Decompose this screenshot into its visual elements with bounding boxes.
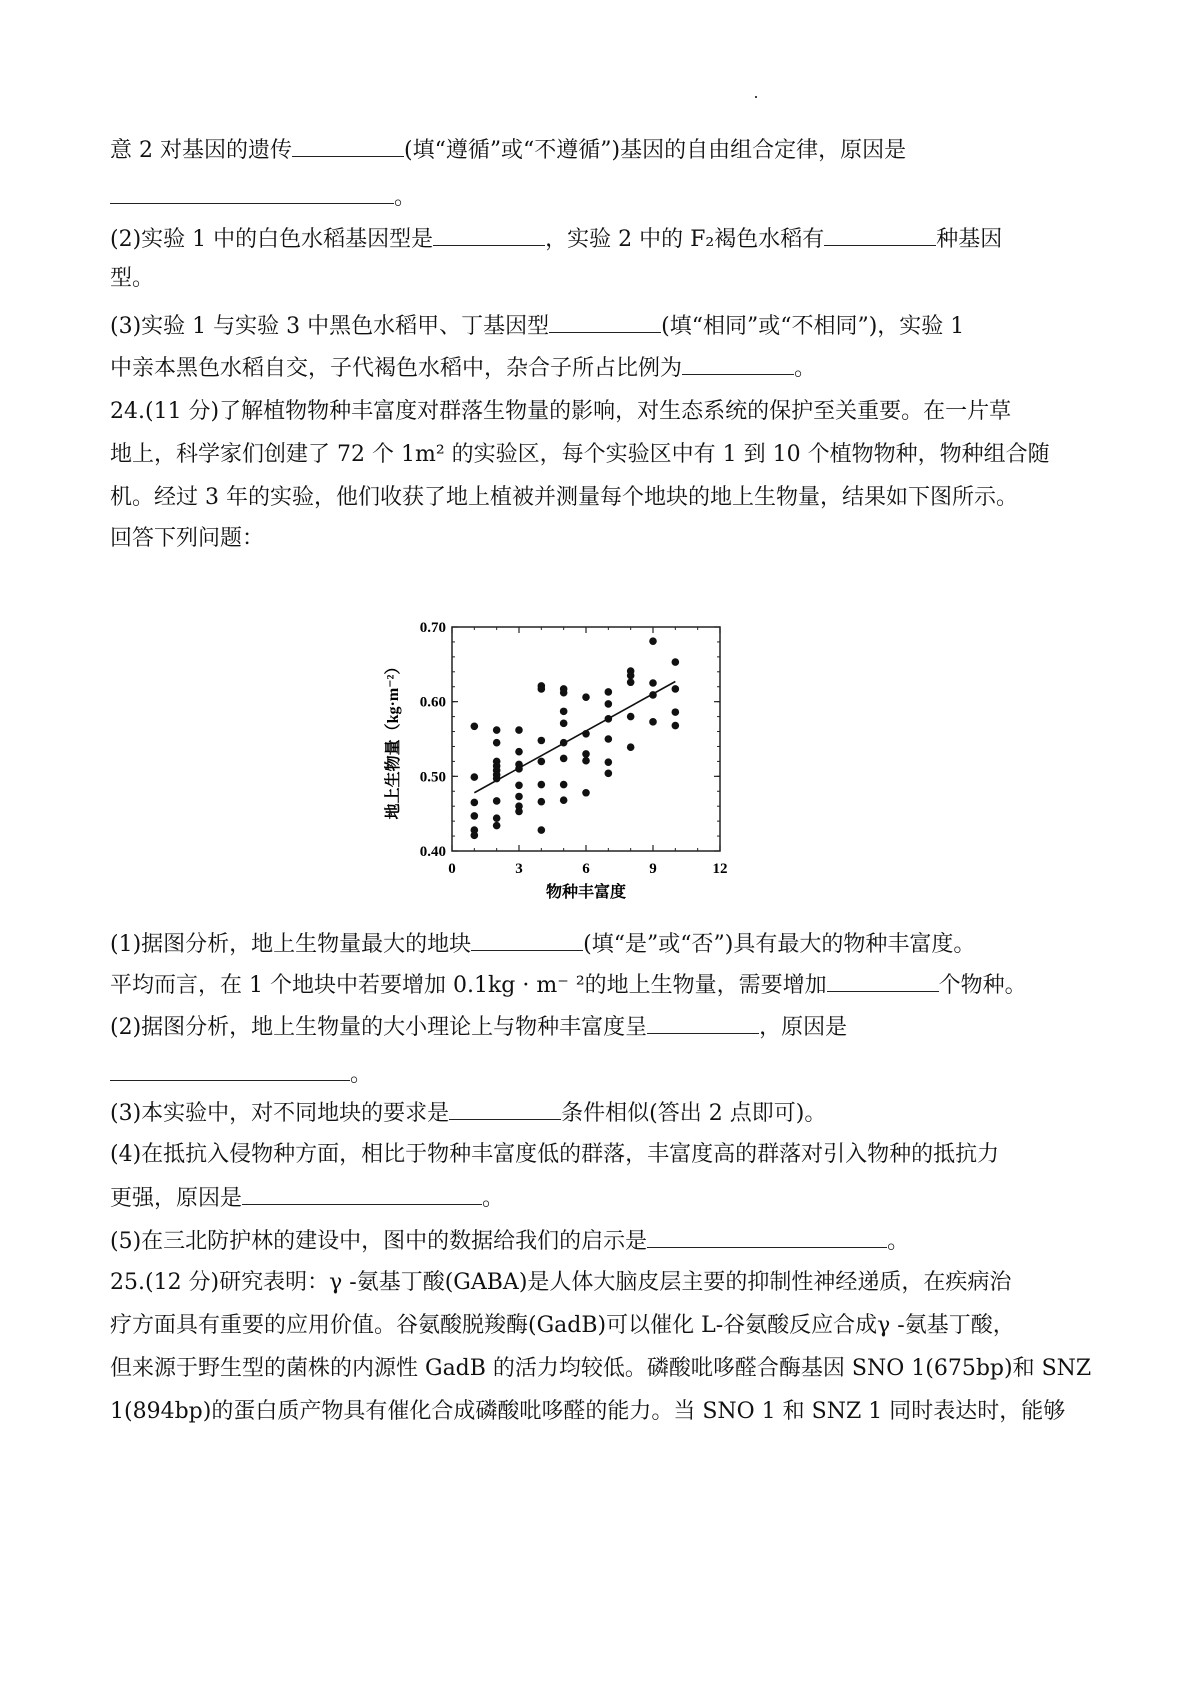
data-point	[493, 797, 501, 805]
data-point	[582, 789, 590, 797]
y-axis-label: 地上生物量（kg·m⁻²）	[385, 658, 402, 820]
answer-blank[interactable]	[647, 1225, 887, 1248]
x-tick-label: 3	[515, 861, 523, 877]
q25-line-4: 1(894bp)的蛋白质产物具有催化合成磷酸吡哆醛的能力。当 SNO 1 和 SNZ 1 同时表达时，能够	[110, 1399, 1066, 1424]
data-point	[538, 798, 546, 806]
q24-intro-2: 地上，科学家们创建了 72 个 1m² 的实验区，每个实验区中有 1 到 10 个植物物种，物种组合随	[110, 442, 1050, 467]
x-tick-label: 12	[712, 861, 728, 877]
data-point	[471, 832, 479, 840]
q23-part-3-cont: 中亲本黑色水稻自交，子代褐色水稻中，杂合子所占比例为 。	[110, 352, 816, 384]
data-point	[538, 826, 546, 834]
q24-part-2-cont: 。	[110, 1058, 372, 1090]
data-point	[538, 758, 546, 766]
q24-part-2: (2)据图分析，地上生物量的大小理论上与物种丰富度呈 ，原因是	[110, 1011, 847, 1043]
data-point	[582, 693, 590, 701]
data-point	[649, 637, 657, 645]
answer-blank[interactable]	[292, 134, 404, 157]
x-tick-label: 0	[448, 861, 456, 877]
data-point	[605, 735, 613, 743]
answer-blank[interactable]	[647, 1011, 759, 1034]
x-axis-label: 物种丰富度	[545, 884, 627, 901]
q23-line-1: 意 2 对基因的遗传 (填“遵循”或“不遵循”)基因的自由组合定律，原因是	[110, 134, 906, 166]
q24-intro-1: 24.(11 分)了解植物物种丰富度对群落生物量的影响，对生态系统的保护至关重要。在一片草	[110, 399, 1012, 424]
q24-part-1: (1)据图分析，地上生物量最大的地块 (填“是”或“否”)具有最大的物种丰富度。	[110, 928, 975, 960]
answer-blank[interactable]	[827, 969, 939, 992]
data-point	[605, 770, 613, 778]
q23-part-2-end: 型。	[110, 266, 155, 291]
q24-part-3: (3)本实验中，对不同地块的要求是 条件相似(答出 2 点即可)。	[110, 1097, 826, 1129]
data-point	[627, 713, 635, 721]
data-point	[560, 720, 568, 728]
data-point	[605, 758, 613, 766]
y-tick-label: 0.70	[419, 620, 446, 636]
data-point	[672, 708, 680, 716]
data-point	[538, 737, 546, 745]
data-point	[560, 689, 568, 697]
data-point	[515, 808, 523, 816]
data-point	[672, 685, 680, 693]
data-point	[493, 822, 501, 830]
y-tick-label: 0.60	[419, 694, 446, 711]
answer-blank[interactable]	[110, 181, 394, 204]
fit-line	[474, 682, 675, 793]
q25-line-3: 但来源于野生型的菌株的内源性 GadB 的活力均较低。磷酸吡哆醛合酶基因 SNO 1(675bp)和 SNZ	[110, 1356, 1092, 1381]
q23-part-3: (3)实验 1 与实验 3 中黑色水稻甲、丁基因型 (填“相同”或“不相同”)，实验 1	[110, 310, 964, 342]
data-point	[515, 793, 523, 801]
q24-part-1-cont: 平均而言，在 1 个地块中若要增加 0.1kg · m⁻ ²的地上生物量，需要增加 个物种。	[110, 969, 1027, 1001]
chart-svg	[385, 615, 795, 980]
data-point	[560, 708, 568, 716]
data-point	[560, 781, 568, 789]
plot-frame	[452, 627, 720, 851]
data-point	[582, 757, 590, 765]
q23-line-2: 。	[110, 181, 416, 213]
data-point	[560, 755, 568, 763]
q25-line-1: 25.(12 分)研究表明：γ -氨基丁酸(GABA)是人体大脑皮层主要的抑制性神经递质，在疾病治	[110, 1270, 1012, 1295]
data-point	[605, 700, 613, 708]
q24-intro-4: 回答下列问题：	[110, 526, 265, 551]
data-point	[515, 726, 523, 734]
data-point	[560, 796, 568, 804]
data-point	[649, 679, 657, 687]
answer-blank[interactable]	[471, 928, 583, 951]
data-point	[672, 722, 680, 730]
q24-part-4-cont: 更强，原因是 。	[110, 1182, 504, 1214]
data-point	[627, 678, 635, 686]
data-point	[493, 726, 501, 734]
data-point	[515, 781, 523, 789]
data-point	[627, 672, 635, 680]
data-point	[627, 743, 635, 751]
data-point	[471, 723, 479, 731]
stray-dot	[755, 96, 757, 98]
data-point	[471, 812, 479, 820]
y-tick-label: 0.50	[419, 769, 446, 786]
q24-part-5: (5)在三北防护林的建设中，图中的数据给我们的启示是 。	[110, 1225, 909, 1257]
y-tick-label: 0.40	[419, 844, 446, 860]
data-point	[582, 750, 590, 758]
data-point	[649, 718, 657, 726]
data-point	[471, 799, 479, 807]
answer-blank[interactable]	[433, 223, 545, 246]
answer-blank[interactable]	[824, 223, 936, 246]
x-tick-label: 6	[582, 861, 590, 877]
data-point	[605, 688, 613, 696]
data-point	[538, 781, 546, 789]
data-point	[515, 748, 523, 756]
biomass-scatter-chart	[385, 615, 795, 980]
x-tick-label: 9	[649, 861, 657, 877]
data-point	[471, 773, 479, 781]
answer-blank[interactable]	[449, 1097, 561, 1120]
data-point	[493, 814, 501, 822]
answer-blank[interactable]	[549, 310, 661, 333]
q23-part-2: (2)实验 1 中的白色水稻基因型是 ，实验 2 中的 F₂褐色水稻有 种基因	[110, 223, 1002, 255]
answer-blank[interactable]	[682, 352, 794, 375]
q24-intro-3: 机。经过 3 年的实验，他们收获了地上植被并测量每个地块的地上生物量，结果如下图所示。	[110, 485, 1018, 510]
data-point	[672, 658, 680, 666]
q25-line-2: 疗方面具有重要的应用价值。谷氨酸脱羧酶(GadB)可以催化 L-谷氨酸反应合成γ -氨基丁酸，	[110, 1313, 1015, 1338]
answer-blank[interactable]	[110, 1058, 350, 1081]
data-point	[538, 685, 546, 693]
q24-part-4: (4)在抵抗入侵物种方面，相比于物种丰富度低的群落，丰富度高的群落对引入物种的抵抗力	[110, 1142, 1000, 1167]
answer-blank[interactable]	[242, 1182, 482, 1205]
data-point	[493, 739, 501, 747]
